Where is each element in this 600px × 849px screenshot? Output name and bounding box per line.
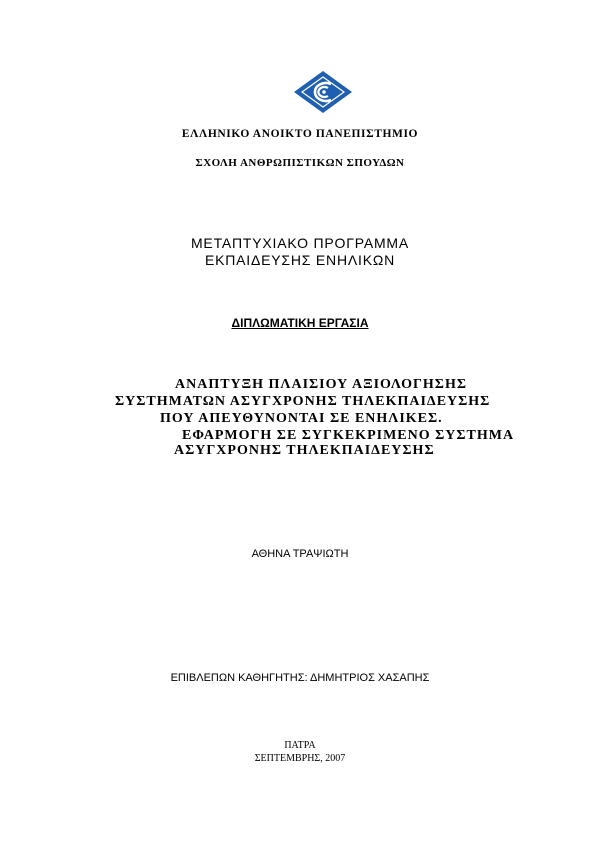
program-name-line-2: ΕΚΠΑΙΔΕΥΣΗΣ ΕΝΗΛΙΚΩΝ [204,252,396,268]
thesis-title-line-2: ΣΥΣΤΗΜΑΤΩΝ ΑΣΥΓΧΡΟΝΗΣ ΤΗΛΕΚΠΑΙΔΕΥΣΗΣ [115,394,491,409]
university-name: ΕΛΛΗΝΙΚΟ ΑΝΟΙΚΤΟ ΠΑΝΕΠΙΣΤΗΜΙΟ [181,128,419,140]
thesis-title-line-5: ΑΣΥΓΧΡΟΝΗΣ ΤΗΛΕΚΠΑΙΔΕΥΣΗΣ [174,443,435,458]
thesis-label: ΔΙΠΛΩΜΑΤΙΚΗ ΕΡΓΑΣΙΑ [231,316,369,330]
author-name: ΑΘΗΝΑ ΤΡΑΨΙΩΤΗ [251,548,349,560]
program-name-line-1: ΜΕΤΑΠΤΥΧΙΑΚΟ ΠΡΟΓΡΑΜΜΑ [190,235,410,251]
thesis-title-line-4: ΕΦΑΡΜΟΓΗ ΣΕ ΣΥΓΚΕΚΡΙΜΕΝΟ ΣΥΣΤΗΜΑ [182,428,515,443]
school-name: ΣΧΟΛΗ ΑΝΘΡΩΠΙΣΤΙΚΩΝ ΣΠΟΥΔΩΝ [195,157,405,169]
university-logo-icon [293,70,353,114]
date: ΣΕΠΤΕΜΒΡΗΣ, 2007 [254,753,346,764]
thesis-title-line-3: ΠΟΥ ΑΠΕΥΘΥΝΟΝΤΑΙ ΣΕ ΕΝΗΛΙΚΕΣ. [160,411,443,426]
supervisor-line: ΕΠΙΒΛΕΠΩΝ ΚΑΘΗΓΗΤΗΣ: ΔΗΜΗΤΡΙΟΣ ΧΑΣΑΠΗΣ [170,672,430,684]
city: ΠΑΤΡΑ [284,740,316,751]
thesis-title-line-1: ΑΝΑΠΤΥΞΗ ΠΛΑΙΣΙΟΥ ΑΞΙΟΛΟΓΗΣΗΣ [175,377,467,392]
